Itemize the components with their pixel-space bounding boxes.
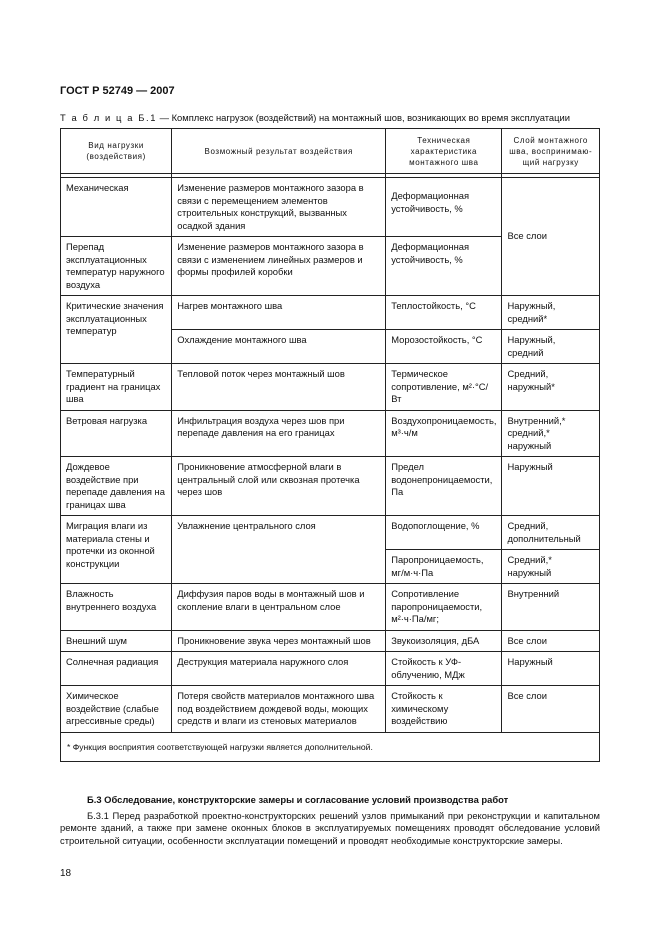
table-row	[61, 630, 600, 652]
result-cell: Нагрев монтажного шва	[172, 296, 386, 330]
characteristic-cell: Морозостойкость, °С	[386, 330, 502, 364]
characteristic-cell: Деформационная устойчивость, %	[386, 178, 502, 237]
column-header: Вид нагрузки (воздействия)	[61, 129, 172, 174]
result-cell: Инфильтрация воздуха через шов при перепаде давления на его границах	[172, 410, 386, 457]
load-type-cell: Солнечная радиация	[61, 652, 172, 686]
load-type-cell: Влажность внутреннего воздуха	[61, 584, 172, 631]
characteristic-cell: Сопротивление паропроницаемости, м²·ч·Па/мг;	[386, 584, 502, 631]
layer-cell: Внутренний,* средний,* наружный	[502, 410, 600, 457]
layer-cell: Средний, дополнительный	[502, 516, 600, 550]
result-cell: Изменение размеров монтажного зазора в связи с изменением линейных размеров и формы профилей коробки	[172, 237, 386, 296]
table-caption-text: — Комплекс нагрузок (воздействий) на монтажный шов, возникающих во время эксплуатации	[157, 112, 570, 123]
document-code: ГОСТ Р 52749 — 2007	[60, 85, 175, 97]
result-cell: Тепловой поток через монтажный шов	[172, 364, 386, 411]
layer-cell: Все слои	[502, 178, 600, 296]
column-header: Возможный результат воздействия	[172, 129, 386, 174]
table-row	[61, 584, 600, 631]
characteristic-cell: Теплостойкость, °С	[386, 296, 502, 330]
section-title: Б.3 Обследование, конструкторские замеры и согласование условий производства работ	[87, 794, 509, 805]
load-type-cell: Дождевое воздействие при перепаде давления на границах шва	[61, 457, 172, 516]
section-paragraph: Б.3.1 Перед разработкой проектно-конструкторских решений узлов примыканий при реконструкции и капитальном ремонте зданий, а также при замене оконных блоков в эксплуатируемых помещениях проводят обследование условий строительной ситуации, особенности эксплуатации помещений и проводят необходимые конструкторские замеры.	[60, 809, 600, 846]
section-b3	[60, 794, 600, 847]
result-cell: Увлажнение центрального слоя	[172, 516, 386, 584]
characteristic-cell: Звукоизоляция, дБА	[386, 630, 502, 652]
result-cell: Проникновение звука через монтажный шов	[172, 630, 386, 652]
table-caption	[60, 112, 600, 123]
page-number: 18	[60, 868, 72, 879]
layer-cell: Все слои	[502, 686, 600, 733]
result-cell: Изменение размеров монтажного зазора в связи с перемещением элементов строительных конструкций, вызванных осадкой здания	[172, 178, 386, 237]
table-header-row	[61, 129, 600, 174]
layer-cell: Средний,* наружный	[502, 550, 600, 584]
load-type-cell: Температурный градиент на границах шва	[61, 364, 172, 411]
loads-table	[60, 128, 600, 762]
load-type-cell: Критические значения эксплуатационных температур	[61, 296, 172, 364]
load-type-cell: Химическое воздействие (слабые агрессивные среды)	[61, 686, 172, 733]
result-cell: Охлаждение монтажного шва	[172, 330, 386, 364]
result-cell: Диффузия паров воды в монтажный шов и скопление влаги в центральном слое	[172, 584, 386, 631]
characteristic-cell: Термическое сопротивление, м²·°С/Вт	[386, 364, 502, 411]
table-caption-label: Т а б л и ц а Б.1	[60, 112, 158, 123]
layer-cell: Средний, наружный*	[502, 364, 600, 411]
characteristic-cell: Стойкость к УФ-облучению, МДж	[386, 652, 502, 686]
result-cell: Деструкция материала наружного слоя	[172, 652, 386, 686]
table-row	[61, 364, 600, 411]
characteristic-cell: Водопоглощение, %	[386, 516, 502, 550]
characteristic-cell: Паропроницаемость, мг/м·ч·Па	[386, 550, 502, 584]
table-row	[61, 410, 600, 457]
table-row	[61, 652, 600, 686]
column-header: Техническая характеристика монтажного шва	[386, 129, 502, 174]
layer-cell: Наружный	[502, 652, 600, 686]
layer-cell: Наружный, средний	[502, 330, 600, 364]
characteristic-cell: Воздухопроницаемость, м³·ч/м	[386, 410, 502, 457]
table-row	[61, 296, 600, 330]
layer-cell: Наружный, средний*	[502, 296, 600, 330]
table-footnote: * Функция восприятия соответствующей нагрузки является дополнительной.	[61, 732, 600, 762]
load-type-cell: Перепад эксплуатационных температур наружного воздуха	[61, 237, 172, 296]
layer-cell: Внутренний	[502, 584, 600, 631]
table-row	[61, 686, 600, 733]
result-cell: Потеря свойств материалов монтажного шва под воздействием дождевой воды, моющих средств и влаги из стеновых материалов	[172, 686, 386, 733]
characteristic-cell: Предел водонепроницаемости, Па	[386, 457, 502, 516]
table-row	[61, 457, 600, 516]
characteristic-cell: Стойкость к химическому воздействию	[386, 686, 502, 733]
load-type-cell: Миграция влаги из материала стены и протечки из оконной конструкции	[61, 516, 172, 584]
layer-cell: Все слои	[502, 630, 600, 652]
result-cell: Проникновение атмосферной влаги в центральный слой или сквозная протечка через шов	[172, 457, 386, 516]
load-type-cell: Ветровая нагрузка	[61, 410, 172, 457]
load-type-cell: Механическая	[61, 178, 172, 237]
footnote-row	[61, 732, 600, 762]
table-row	[61, 516, 600, 550]
load-type-cell: Внешний шум	[61, 630, 172, 652]
layer-cell: Наружный	[502, 457, 600, 516]
characteristic-cell: Деформационная устойчивость, %	[386, 237, 502, 296]
table-row	[61, 178, 600, 237]
column-header: Слой монтажного шва, воспринимаю-щий нагрузку	[502, 129, 600, 174]
